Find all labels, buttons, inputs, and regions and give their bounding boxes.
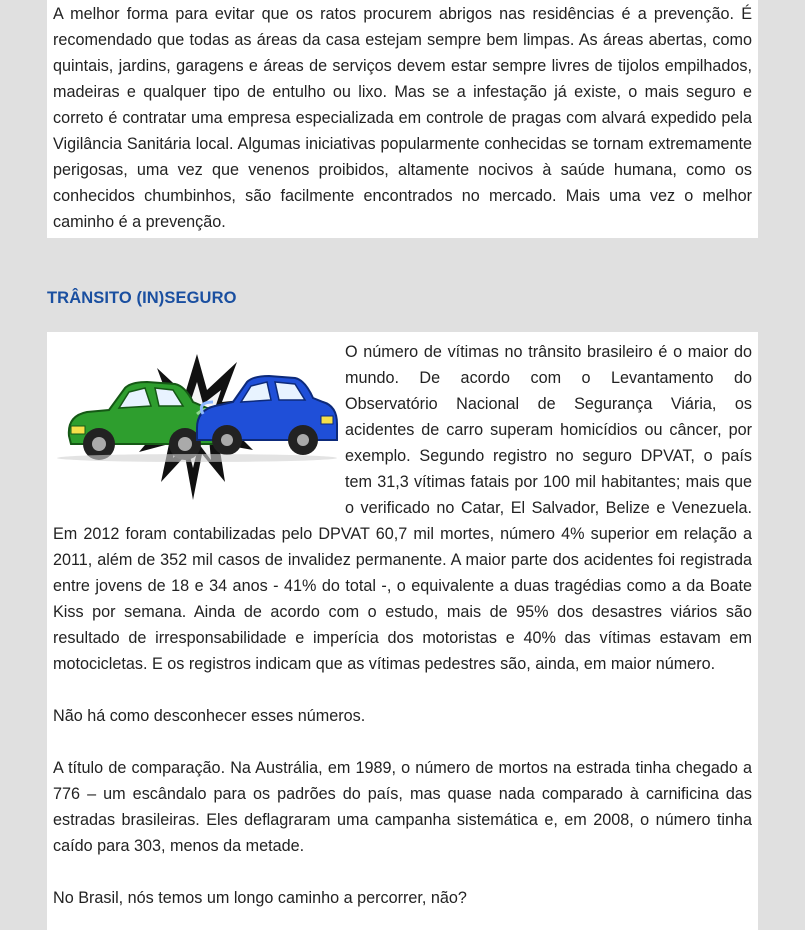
paragraph-australia-comparison: A título de comparação. Na Austrália, em 1989, o número de mortos na estrada tinha chegado a 776 – um escândalo para os padrões do país, mas quase nada comparado à carnificina das estradas brasileiras. Eles deflagraram uma campanha sistemática e, em 2008, o número tinha caído para 303, menos da metade. bbox=[53, 759, 752, 855]
car-crash-illustration bbox=[47, 332, 342, 510]
section-heading: TRÂNSITO (IN)SEGURO bbox=[47, 289, 237, 307]
paragraph-brazil-question: No Brasil, nós temos um longo caminho a percorrer, não? bbox=[53, 889, 467, 907]
car-crash-image bbox=[47, 332, 342, 510]
article-block-traffic bbox=[47, 332, 758, 930]
article-block-rats bbox=[47, 0, 758, 238]
paragraph-traffic-remark: Não há como desconhecer esses números. bbox=[53, 707, 366, 725]
paragraph-rats-prevention: A melhor forma para evitar que os ratos procurem abrigos nas residências é a prevenção. É recomendado que todas as áreas da casa estejam sempre bem limpas. As áreas abertas, como quintais, jardins, garagens e áreas de serviços devem estar sempre livres de tijolos empilhados, madeiras e qualquer tipo de entulho ou lixo. Mas se a infestação já existe, o mais seguro e correto é contratar uma empresa especializada em controle de pragas com alvará expedido pela Vigilância Sanitária local. Algumas iniciativas popularmente conhecidas se tornam extremamente perigosas, uma vez que venenos proibidos, altamente nocivos à saúde humana, como os conhecidos chumbinhos, são facilmente encontrados no mercado. Mais uma vez o melhor caminho é a prevenção. bbox=[53, 5, 752, 231]
paragraph-traffic-statistics: O número de vítimas no trânsito brasileiro é o maior do mundo. De acordo com o Levantamento do Observatório Nacional de Segurança Viária, os acidentes de carro superam homicídios ou câncer, por exemplo. Segundo registro no seguro DPVAT, o país tem 31,3 vítimas fatais por 100 mil habitantes; mais que o verificado no Catar, El Salvador, Belize e Venezuela. Em 2012 foram contabilizadas pelo DPVAT 60,7 mil mortes, número 4% superior em relação a 2011, além de 352 mil casos de invalidez permanente. A maior parte dos acidentes foi registrada entre jovens de 18 e 34 anos - 41% do total -, o equivalente a duas tragédias como a da Boate Kiss por semana. Ainda de acordo com o estudo, mais de 95% dos desastres viários são resultado de irresponsabilidade e imperícia dos motoristas e 40% das vítimas estavam em motocicletas. E os registros indicam que as vítimas pedestres são, ainda, em maior número. bbox=[53, 343, 752, 673]
